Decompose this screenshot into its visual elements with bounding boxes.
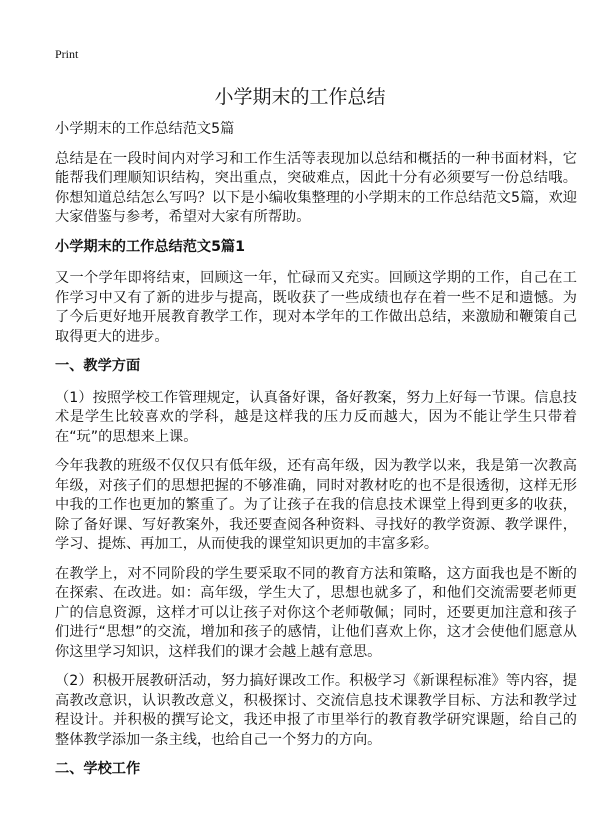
paragraph: 在教学上，对不同阶段的学生要采取不同的教育方法和策略，这方面我也是不断的在探索、在改进。如：高年级，学生大了，思想也就多了，和他们交流需要老师更广的信息资源，这样才可以让孩子对你这个老师敬佩；同时，还要更加注意和孩子们进行“思想”的交流，增加和孩子的感情，让他们喜欢上你，这才会使他们愿意从你这里学习知识，这样我们的课才会越上越有意思。 bbox=[55, 565, 577, 660]
document-title: 小学期末的工作总结 bbox=[214, 86, 386, 108]
heading-teaching: 一、教学方面 bbox=[55, 358, 141, 374]
document-body bbox=[55, 120, 577, 792]
print-link[interactable]: Print bbox=[55, 47, 79, 61]
document-subtitle: 小学期末的工作总结范文5篇 bbox=[55, 121, 235, 137]
heading-school-work: 二、学校工作 bbox=[55, 761, 141, 777]
section-heading: 小学期末的工作总结范文5篇1 bbox=[55, 238, 245, 255]
paragraph: （1）按照学校工作管理规定，认真备好课，备好教案，努力上好每一节课。信息技术是学生比较喜欢的学科，越是这样我的压力反而越大，因为不能让学生只带着在“玩”的思想来上课。 bbox=[55, 389, 577, 445]
paragraph: 又一个学年即将结束，回顾这一年，忙碌而又充实。回顾这学期的工作，自己在工作学习中又有了新的进步与提高，既收获了一些成绩也存在着一些不足和遗憾。为了今后更好地开展教育教学工作，现对本学年的工作做出总结，来激励和鞭策自己取得更大的进步。 bbox=[55, 270, 577, 345]
paragraph: （2）积极开展教研活动，努力搞好课改工作。积极学习《新课程标准》等内容，提高教改意识，认识教改意义，积极探讨、交流信息技术课教学目标、方法和教学过程设计。并积极的撰写论文，我还申报了市里举行的教育教学研究课题，给自己的整体教学添加一条主线，也给自己一个努力的方向。 bbox=[55, 673, 577, 748]
intro-paragraph: 总结是在一段时间内对学习和工作生活等表现加以总结和概括的一种书面材料，它能帮我们理顺知识结构，突出重点，突破难点，因此十分有必须要写一份总结哦。你想知道总结怎么写吗？以下是小编收集整理的小学期末的工作总结范文5篇，欢迎大家借鉴与参考，希望对大家有所帮助。 bbox=[55, 150, 577, 225]
paragraph: 今年我教的班级不仅仅只有低年级，还有高年级，因为教学以来，我是第一次教高年级，对孩子们的思想把握的不够准确，同时对教材吃的也不是很透彻，这样无形中我的工作也更加的繁重了。为了让孩子在我的信息技术课堂上得到更多的收获，除了备好课、写好教案外，我还要查阅各种资料、寻找好的教学资源、教学课件，学习、提炼、再加工，从而使我的课堂知识更加的丰富多彩。 bbox=[55, 458, 577, 552]
